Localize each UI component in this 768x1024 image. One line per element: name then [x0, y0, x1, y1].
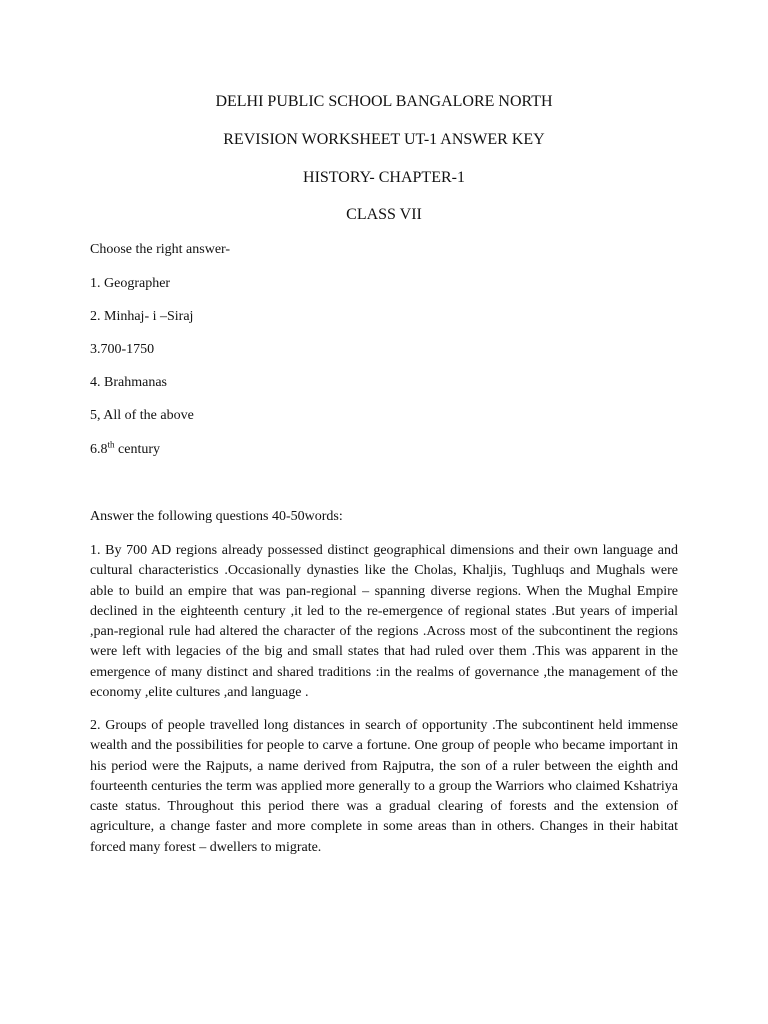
mcq-answer-2: 2. Minhaj- i –Siraj — [90, 309, 194, 324]
mcq-answer-4: 4. Brahmanas — [90, 375, 167, 390]
long-answer-prompt: Answer the following questions 40-50words: — [90, 509, 343, 524]
mcq-prompt: Choose the right answer- — [90, 242, 231, 257]
mcq-answer-6 — [90, 441, 160, 459]
mcq-answer-5: 5, All of the above — [90, 408, 194, 423]
mcq-answer-6-suffix: century — [114, 442, 160, 457]
mcq-answer-6-superscript: th — [107, 439, 115, 450]
long-answer-1: 1. By 700 AD regions already possessed distinct geographical dimensions and their own language and cultural characteristics .Occasionally dynasties like the Cholas, Khaljis, Tughluqs and Mughals were able to build an empire that was pan-regional – spanning diverse regions. When the Mughal Empire declined in the eighteenth century ,it led to the re-emergence of regional states .But years of imperial ,pan-regional rule had altered the character of the regions .Across most of the subcontinent the regions were left with legacies of the big and small states that had ruled over them .This was apparent in the emergence of many distinct and shared traditions :in the realms of governance ,the management of the economy ,elite cultures ,and language . — [90, 543, 678, 701]
mcq-answer-3: 3.700-1750 — [90, 342, 155, 357]
mcq-answer-6-prefix: 6.8 — [90, 442, 108, 457]
worksheet-title: REVISION WORKSHEET UT-1 ANSWER KEY — [223, 131, 545, 148]
subject-title: HISTORY- CHAPTER-1 — [303, 169, 465, 186]
long-answer-2: 2. Groups of people travelled long distances in search of opportunity .The subcontinent held immense wealth and the possibilities for people to carve a fortune. One group of people who became important in his period were the Rajputs, a name derived from Rajputra, the son of a ruler between the eighth and fourteenth centuries the term was applied more generally to a group the Warriors who claimed Kshatriya caste status. Throughout this period there was a gradual clearing of forests and the extension of agriculture, a change faster and more complete in some areas than in others. Changes in their habitat forced many forest – dwellers to migrate. — [90, 718, 678, 855]
mcq-answer-1: 1. Geographer — [90, 276, 171, 291]
class-title: CLASS VII — [346, 206, 422, 223]
school-name: DELHI PUBLIC SCHOOL BANGALORE NORTH — [215, 93, 553, 110]
